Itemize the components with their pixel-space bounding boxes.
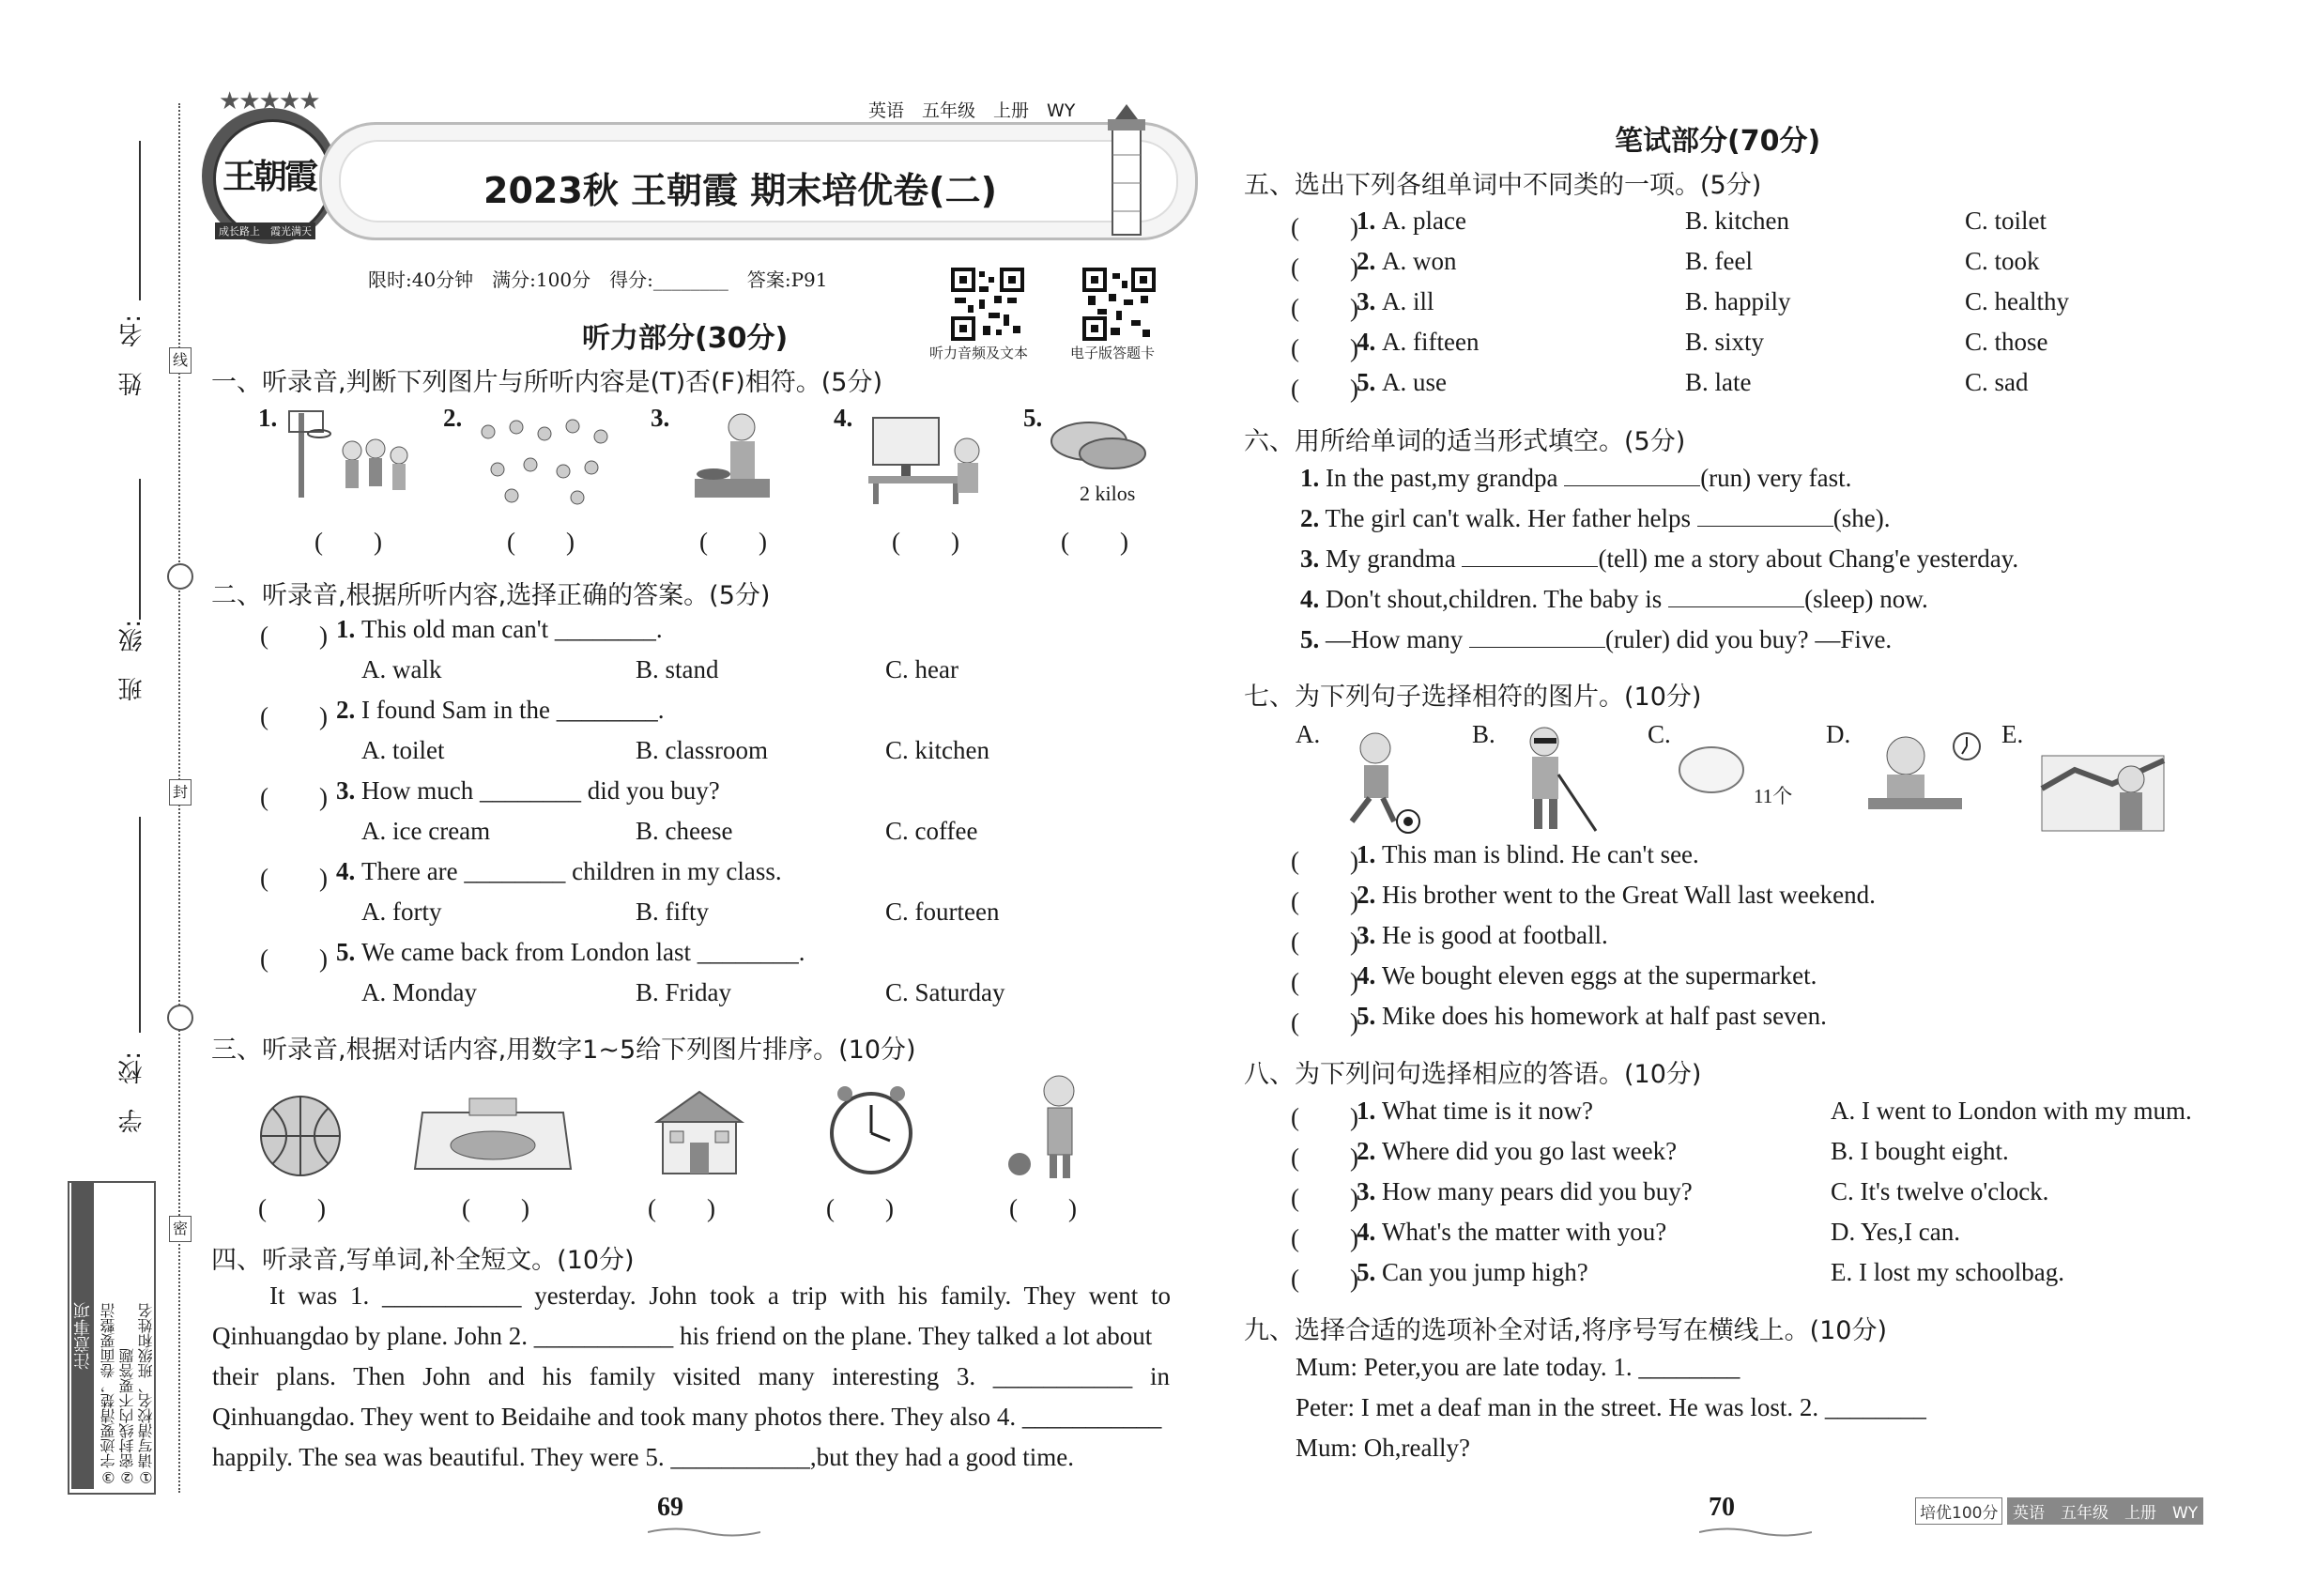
q-num: 2. xyxy=(1357,247,1376,275)
passage-line: Qinhuangdao. They went to Beidaihe and took many photos there. They also 4. ___________ xyxy=(212,1403,1162,1431)
answer-paren[interactable]: ( ) xyxy=(260,944,328,973)
pic-num: 4. xyxy=(834,404,853,432)
pic-label: E. xyxy=(2001,720,2024,748)
fill-pre: In the past,my grandpa xyxy=(1326,464,1558,492)
option-b: B. kitchen xyxy=(1685,207,1789,235)
qr-code-answer-card-icon[interactable] xyxy=(1082,268,1156,341)
peanuts-caption: 2 kilos xyxy=(1080,482,1136,505)
binding-char-line: 线 xyxy=(169,347,192,374)
answer-paren[interactable]: ( ) xyxy=(648,1194,715,1222)
fill-pre: —How many xyxy=(1326,625,1464,653)
option-c: C. took xyxy=(1965,247,2040,275)
school-label: 学 校: xyxy=(118,1051,146,1133)
section-7-title: 七、为下列句子选择相符的图片。(10分) xyxy=(1244,683,1702,712)
answer-option: C. It's twelve o'clock. xyxy=(1831,1177,2049,1205)
q-num: 4. xyxy=(1357,328,1376,356)
passage-line: happily. The sea was beautiful. They were 5. ___________,but they had a good time. xyxy=(212,1443,1075,1471)
fill-item xyxy=(1300,464,1851,493)
answer-paren[interactable]: ( ) xyxy=(1291,1224,1358,1252)
answer-paren[interactable]: ( ) xyxy=(507,528,575,556)
q-num: 5. xyxy=(1357,1258,1376,1286)
pic-label: B. xyxy=(1472,720,1495,748)
option-a: A. toilet xyxy=(361,736,445,764)
egg-image xyxy=(1676,742,1751,798)
answer-paren[interactable]: ( ) xyxy=(260,864,328,892)
question-text: This old man can't ________. xyxy=(361,615,663,643)
question-text: How much ________ did you buy? xyxy=(361,776,720,805)
q-num: 5. xyxy=(1300,625,1320,653)
pic-num: 3. xyxy=(651,404,670,432)
option-c: C. kitchen xyxy=(885,736,989,764)
answer-paren[interactable]: ( ) xyxy=(826,1194,894,1222)
dialogue-line: Mum: Peter,you are late today. 1. ________ xyxy=(1296,1353,1740,1381)
option-b: B. stand xyxy=(636,655,719,683)
option-b: B. late xyxy=(1685,368,1752,396)
option-c: C. fourteen xyxy=(885,898,1000,926)
answer-paren[interactable]: ( ) xyxy=(1061,528,1128,556)
house-image xyxy=(648,1084,751,1178)
q-num: 2. xyxy=(1357,881,1376,909)
blind-man-image xyxy=(1502,723,1605,836)
pic-num: 5. xyxy=(1023,404,1043,432)
fill-blank[interactable] xyxy=(1469,626,1605,648)
option-a: A. ice cream xyxy=(361,817,491,845)
pic-num: 2. xyxy=(443,404,463,432)
option-a: A. walk xyxy=(361,655,442,683)
question-text: We came back from London last ________. xyxy=(361,938,805,966)
fill-blank[interactable] xyxy=(1462,545,1598,567)
answer-option: A. I went to London with my mum. xyxy=(1831,1097,2192,1125)
pic-label: D. xyxy=(1826,720,1851,748)
written-heading: 笔试部分(70分) xyxy=(1615,125,1821,158)
option-b: B. classroom xyxy=(636,736,768,764)
question-text: Where did you go last week? xyxy=(1382,1137,1678,1165)
binding-hole xyxy=(167,563,193,590)
question-text: There are ________ children in my class. xyxy=(361,857,782,885)
answer-paren[interactable]: ( ) xyxy=(462,1194,529,1222)
q-num: 4. xyxy=(1300,585,1320,613)
question-text: What's the matter with you? xyxy=(1382,1218,1667,1246)
fill-pre: My grandma xyxy=(1326,545,1456,573)
sentence: He is good at football. xyxy=(1382,921,1608,949)
section-6-title: 六、用所给单词的适当形式填空。(5分) xyxy=(1244,427,1686,456)
option-a: A. Monday xyxy=(361,978,477,1006)
name-label: 姓 名: xyxy=(118,315,146,396)
passage-line: Qinhuangdao by plane. John 2. ___________ his friend on the plane. They talked a lot about xyxy=(212,1322,1153,1350)
answer-paren[interactable]: ( ) xyxy=(260,702,328,730)
answer-option: B. I bought eight. xyxy=(1831,1137,2009,1165)
q-num: 3. xyxy=(336,776,356,805)
binding-char-dense: 密 xyxy=(169,1216,192,1242)
answer-paren[interactable]: ( ) xyxy=(1291,1143,1358,1172)
section-3-title: 三、听录音,根据对话内容,用数字1~5给下列图片排序。(10分) xyxy=(211,1036,916,1065)
qr-caption: 电子版答题卡 xyxy=(1070,345,1156,361)
pic-label: A. xyxy=(1296,720,1321,748)
boy-homework-image xyxy=(1863,723,1986,836)
sentence: We bought eleven eggs at the supermarket. xyxy=(1382,961,1817,990)
answer-paren[interactable]: ( ) xyxy=(1291,847,1358,875)
option-c: C. those xyxy=(1965,328,2048,356)
q-num: 5. xyxy=(1357,368,1376,396)
binding-char-seal: 封 xyxy=(169,779,192,806)
fill-blank[interactable] xyxy=(1668,586,1804,607)
fill-post: (she). xyxy=(1832,504,1891,532)
option-a: A. place xyxy=(1382,207,1466,235)
option-b: B. Friday xyxy=(636,978,732,1006)
section-5-title: 五、选出下列各组单词中不同类的一项。(5分) xyxy=(1244,171,1762,200)
children-playing-image xyxy=(469,413,620,507)
q-num: 3. xyxy=(1357,287,1376,315)
q-num: 5. xyxy=(1357,1002,1376,1030)
answer-paren[interactable]: ( ) xyxy=(1291,253,1358,282)
answer-paren[interactable]: ( ) xyxy=(1291,928,1358,956)
option-c: C. Saturday xyxy=(885,978,1005,1006)
answer-paren[interactable]: ( ) xyxy=(260,622,328,650)
answer-paren[interactable]: ( ) xyxy=(1291,1265,1358,1293)
q-num: 2. xyxy=(1357,1137,1376,1165)
pic-num: 1. xyxy=(258,404,278,432)
option-c: C. healthy xyxy=(1965,287,2069,315)
option-b: B. cheese xyxy=(636,817,733,845)
pic-label: C. xyxy=(1648,720,1671,748)
binding-hole xyxy=(167,1005,193,1031)
q-num: 3. xyxy=(1300,545,1320,573)
lighthouse-icon xyxy=(1080,99,1173,239)
qr-caption: 听力音频及文本 xyxy=(929,345,1029,361)
qr-code-audio-icon[interactable] xyxy=(951,268,1024,341)
q-num: 1. xyxy=(1357,840,1376,868)
notice-item: ①请写清校名、班级和姓名 xyxy=(137,1303,155,1486)
answer-paren[interactable]: ( ) xyxy=(1291,334,1358,362)
section-8-title: 八、为下列问句选择相应的答语。(10分) xyxy=(1244,1060,1702,1089)
fill-post: (tell) me a story about Chang'e yesterday. xyxy=(1598,545,2019,573)
basketball-players-image xyxy=(282,404,413,507)
section-2-title: 二、听录音,根据所听内容,选择正确的答案。(5分) xyxy=(211,581,771,610)
page-wave-decor xyxy=(1699,1526,1812,1539)
answer-paren[interactable]: ( ) xyxy=(1291,294,1358,322)
q-num: 2. xyxy=(336,696,356,724)
name-write-line xyxy=(139,141,141,300)
dialogue-line: Mum: Oh,really? xyxy=(1296,1434,1470,1462)
class-label: 班 级: xyxy=(118,620,146,701)
woman-cooking-image xyxy=(685,404,779,507)
option-a: A. forty xyxy=(361,898,442,926)
option-a: A. fifteen xyxy=(1382,328,1480,356)
sentence: Mike does his homework at half past seven. xyxy=(1382,1002,1827,1030)
option-b: B. sixty xyxy=(1685,328,1765,356)
notice-item: ③字迹要清楚，卷面要整洁 xyxy=(100,1303,117,1486)
answer-paren[interactable]: ( ) xyxy=(314,528,382,556)
sentence: This man is blind. He can't see. xyxy=(1382,840,1699,868)
option-c: C. sad xyxy=(1965,368,2029,396)
question-text: What time is it now? xyxy=(1382,1097,1593,1125)
answer-paren[interactable]: ( ) xyxy=(1291,213,1358,241)
answer-paren[interactable]: ( ) xyxy=(260,783,328,811)
logo-stars-icon: ★★★★★ xyxy=(219,87,319,115)
q-num: 4. xyxy=(336,857,356,885)
answer-paren[interactable]: ( ) xyxy=(1291,375,1358,403)
q-num: 3. xyxy=(1357,1177,1376,1205)
option-a: A. won xyxy=(1382,247,1457,275)
boy-football-image xyxy=(1328,728,1422,836)
option-b: B. fifty xyxy=(636,898,709,926)
peanuts-image xyxy=(1047,408,1150,479)
q-num: 3. xyxy=(1357,921,1376,949)
listening-heading: 听力部分(30分) xyxy=(582,322,789,355)
section-4-title: 四、听录音,写单词,补全短文。(10分) xyxy=(211,1246,635,1275)
fill-item xyxy=(1300,504,1890,533)
logo-slogan: 成长路上 霞光满天 xyxy=(215,223,315,239)
sentence: His brother went to the Great Wall last weekend. xyxy=(1382,881,1876,909)
question-text: I found Sam in the ________. xyxy=(361,696,665,724)
answer-option: D. Yes,I can. xyxy=(1831,1218,1960,1246)
q-num: 1. xyxy=(1357,207,1376,235)
fill-blank[interactable] xyxy=(1564,465,1700,486)
fill-post: (ruler) did you buy? —Five. xyxy=(1604,625,1893,653)
girl-with-ball-image xyxy=(1004,1070,1089,1183)
q-num: 1. xyxy=(1300,464,1320,492)
answer-paren[interactable]: ( ) xyxy=(1009,1194,1077,1222)
option-c: C. toilet xyxy=(1965,207,2047,235)
footer-tag: 培优100分 xyxy=(1915,1497,2002,1525)
fill-pre: The girl can't walk. Her father helps xyxy=(1325,504,1691,532)
notice-box xyxy=(68,1181,156,1495)
option-b: B. happily xyxy=(1685,287,1791,315)
egg-caption: 11个 xyxy=(1754,785,1793,807)
fill-item xyxy=(1300,585,1928,614)
passage-line: their plans. Then John and his family visited many interesting 3. ___________ in xyxy=(212,1362,1170,1390)
logo-text: 王朝霞 xyxy=(222,158,316,196)
fill-blank[interactable] xyxy=(1697,505,1833,527)
answer-paren[interactable]: ( ) xyxy=(1291,1103,1358,1131)
fill-pre: Don't shout,children. The baby is xyxy=(1326,585,1663,613)
q-num: 4. xyxy=(1357,961,1376,990)
q-num: 5. xyxy=(336,938,356,966)
notice-item: ②密封线内不要答题 xyxy=(118,1348,136,1486)
school-write-line xyxy=(139,817,141,1033)
notice-title: 注意事项 xyxy=(71,1183,94,1489)
option-a: A. use xyxy=(1382,368,1447,396)
answer-paren[interactable]: ( ) xyxy=(1291,1184,1358,1212)
answer-option: E. I lost my schoolbag. xyxy=(1831,1258,2064,1286)
passage-line: It was 1. ___________ yesterday. John took a trip with his family. They went to xyxy=(269,1281,1171,1310)
class-write-line xyxy=(139,479,141,620)
dialogue-line: Peter: I met a deaf man in the street. He was lost. 2. ________ xyxy=(1296,1393,1926,1421)
question-text: How many pears did you buy? xyxy=(1382,1177,1693,1205)
clock-image xyxy=(824,1084,918,1178)
q-num: 2. xyxy=(1300,504,1320,532)
exam-meta: 限时:40分钟 满分:100分 得分:________ 答案:P91 xyxy=(368,269,828,291)
q-num: 4. xyxy=(1357,1218,1376,1246)
page-number-right: 70 xyxy=(1709,1493,1735,1522)
logo-badge xyxy=(202,87,338,244)
option-a: A. ill xyxy=(1382,287,1434,315)
subject-line: 英语 五年级 上册 WY xyxy=(868,100,1076,121)
answer-paren[interactable]: ( ) xyxy=(1291,887,1358,915)
section-9-title: 九、选择合适的选项补全对话,将序号写在横线上。(10分) xyxy=(1244,1316,1888,1345)
option-c: C. hear xyxy=(885,655,958,683)
section-1-title: 一、听录音,判断下列图片与所听内容是(T)否(F)相符。(5分) xyxy=(211,368,882,397)
great-wall-image xyxy=(2037,732,2169,836)
option-c: C. coffee xyxy=(885,817,978,845)
answer-paren[interactable]: ( ) xyxy=(1291,968,1358,996)
q-num: 1. xyxy=(1357,1097,1376,1125)
q-num: 1. xyxy=(336,615,356,643)
answer-paren[interactable]: ( ) xyxy=(892,528,959,556)
answer-paren[interactable]: ( ) xyxy=(699,528,767,556)
page-wave-decor xyxy=(648,1526,760,1539)
school-playground-image xyxy=(413,1094,573,1174)
answer-paren[interactable]: ( ) xyxy=(1291,1008,1358,1036)
fill-post: (run) very fast. xyxy=(1700,464,1852,492)
fill-item xyxy=(1300,545,2018,574)
basketball-image xyxy=(258,1094,343,1178)
fill-item xyxy=(1300,625,1892,654)
girl-computer-image xyxy=(864,408,995,507)
fill-post: (sleep) now. xyxy=(1804,585,1928,613)
page-title: 2023秋 王朝霞 期末培优卷(二) xyxy=(483,170,997,211)
page-number-left: 69 xyxy=(657,1493,683,1522)
option-b: B. feel xyxy=(1685,247,1753,275)
answer-paren[interactable]: ( ) xyxy=(258,1194,326,1222)
question-text: Can you jump high? xyxy=(1382,1258,1588,1286)
footer-info: 英语 五年级 上册 WY xyxy=(2007,1497,2203,1525)
